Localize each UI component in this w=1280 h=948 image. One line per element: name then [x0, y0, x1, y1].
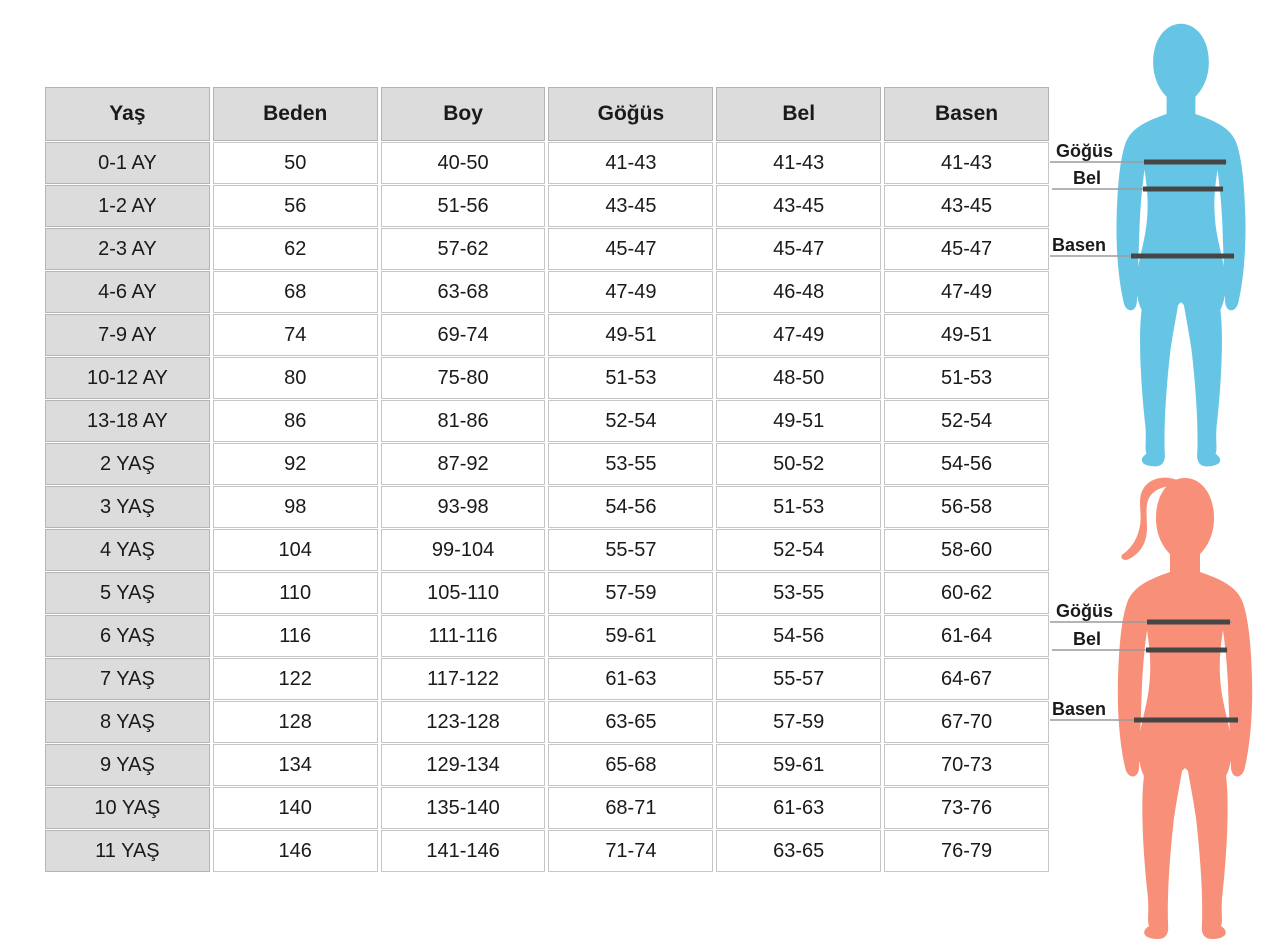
row-header-cell: 5 YAŞ [45, 572, 210, 614]
table-cell: 45-47 [548, 228, 713, 270]
table-cell: 63-68 [381, 271, 546, 313]
table-row [45, 701, 1049, 743]
table-row [45, 228, 1049, 270]
row-header-cell: 7 YAŞ [45, 658, 210, 700]
table-cell: 117-122 [381, 658, 546, 700]
table-cell: 49-51 [548, 314, 713, 356]
row-header-cell: 7-9 AY [45, 314, 210, 356]
table-cell: 60-62 [884, 572, 1049, 614]
table-cell: 50-52 [716, 443, 881, 485]
table-cell: 64-67 [884, 658, 1049, 700]
table-cell: 48-50 [716, 357, 881, 399]
table-cell: 40-50 [381, 142, 546, 184]
table-cell: 123-128 [381, 701, 546, 743]
table-row [45, 271, 1049, 313]
row-header-cell: 10-12 AY [45, 357, 210, 399]
row-header-cell: 9 YAŞ [45, 744, 210, 786]
column-header: Beden [213, 87, 378, 141]
table-cell: 58-60 [884, 529, 1049, 571]
table-cell: 116 [213, 615, 378, 657]
girl-figure [1040, 468, 1264, 948]
boy-silhouette [1116, 24, 1245, 467]
table-cell: 70-73 [884, 744, 1049, 786]
table-cell: 135-140 [381, 787, 546, 829]
table-cell: 104 [213, 529, 378, 571]
table-cell: 61-63 [716, 787, 881, 829]
table-cell: 128 [213, 701, 378, 743]
row-header-cell: 13-18 AY [45, 400, 210, 442]
table-cell: 56-58 [884, 486, 1049, 528]
chest-label: Göğüs [1056, 141, 1113, 161]
table-row [45, 572, 1049, 614]
table-cell: 41-43 [884, 142, 1049, 184]
table-row [45, 400, 1049, 442]
table-row [45, 443, 1049, 485]
table-cell: 49-51 [884, 314, 1049, 356]
size-table-body [45, 142, 1049, 872]
table-cell: 52-54 [716, 529, 881, 571]
table-cell: 63-65 [548, 701, 713, 743]
table-cell: 56 [213, 185, 378, 227]
column-header: Göğüs [548, 87, 713, 141]
row-header-cell: 4 YAŞ [45, 529, 210, 571]
table-cell: 51-53 [884, 357, 1049, 399]
row-header-cell: 8 YAŞ [45, 701, 210, 743]
table-row [45, 142, 1049, 184]
table-cell: 62 [213, 228, 378, 270]
table-cell: 43-45 [548, 185, 713, 227]
table-cell: 71-74 [548, 830, 713, 872]
row-header-cell: 11 YAŞ [45, 830, 210, 872]
table-cell: 93-98 [381, 486, 546, 528]
table-cell: 45-47 [884, 228, 1049, 270]
header-row [45, 87, 1049, 141]
row-header-cell: 1-2 AY [45, 185, 210, 227]
table-cell: 122 [213, 658, 378, 700]
table-cell: 86 [213, 400, 378, 442]
table-cell: 47-49 [884, 271, 1049, 313]
table-cell: 110 [213, 572, 378, 614]
table-cell: 47-49 [716, 314, 881, 356]
table-cell: 129-134 [381, 744, 546, 786]
table-cell: 51-56 [381, 185, 546, 227]
table-cell: 105-110 [381, 572, 546, 614]
column-header: Yaş [45, 87, 210, 141]
chest-label: Göğüs [1056, 601, 1113, 621]
table-row [45, 615, 1049, 657]
table-cell: 61-64 [884, 615, 1049, 657]
table-cell: 140 [213, 787, 378, 829]
table-cell: 63-65 [716, 830, 881, 872]
table-cell: 45-47 [716, 228, 881, 270]
table-cell: 51-53 [548, 357, 713, 399]
column-header: Bel [716, 87, 881, 141]
size-table [42, 86, 1052, 873]
table-row [45, 658, 1049, 700]
table-cell: 141-146 [381, 830, 546, 872]
row-header-cell: 2 YAŞ [45, 443, 210, 485]
table-cell: 52-54 [548, 400, 713, 442]
waist-label: Bel [1073, 629, 1102, 649]
table-cell: 54-56 [884, 443, 1049, 485]
hips-label: Basen [1052, 699, 1107, 719]
table-cell: 53-55 [548, 443, 713, 485]
table-cell: 98 [213, 486, 378, 528]
row-header-cell: 0-1 AY [45, 142, 210, 184]
table-cell: 87-92 [381, 443, 546, 485]
table-cell: 41-43 [716, 142, 881, 184]
column-header: Boy [381, 87, 546, 141]
table-cell: 92 [213, 443, 378, 485]
table-row [45, 830, 1049, 872]
table-cell: 81-86 [381, 400, 546, 442]
table-cell: 51-53 [716, 486, 881, 528]
table-row [45, 185, 1049, 227]
table-cell: 47-49 [548, 271, 713, 313]
table-cell: 59-61 [548, 615, 713, 657]
table-cell: 57-59 [716, 701, 881, 743]
table-cell: 61-63 [548, 658, 713, 700]
table-cell: 73-76 [884, 787, 1049, 829]
row-header-cell: 10 YAŞ [45, 787, 210, 829]
table-row [45, 787, 1049, 829]
size-table-head [45, 87, 1049, 141]
table-cell: 52-54 [884, 400, 1049, 442]
table-cell: 80 [213, 357, 378, 399]
table-cell: 111-116 [381, 615, 546, 657]
table-cell: 50 [213, 142, 378, 184]
table-cell: 41-43 [548, 142, 713, 184]
hips-label: Basen [1052, 235, 1107, 255]
table-cell: 43-45 [716, 185, 881, 227]
table-cell: 134 [213, 744, 378, 786]
table-cell: 55-57 [548, 529, 713, 571]
row-header-cell: 2-3 AY [45, 228, 210, 270]
table-cell: 69-74 [381, 314, 546, 356]
table-cell: 57-59 [548, 572, 713, 614]
table-cell: 99-104 [381, 529, 546, 571]
table-row [45, 314, 1049, 356]
table-cell: 68-71 [548, 787, 713, 829]
table-cell: 67-70 [884, 701, 1049, 743]
girl-silhouette [1118, 478, 1252, 939]
table-cell: 43-45 [884, 185, 1049, 227]
table-cell: 57-62 [381, 228, 546, 270]
table-cell: 59-61 [716, 744, 881, 786]
table-cell: 46-48 [716, 271, 881, 313]
table-cell: 68 [213, 271, 378, 313]
table-cell: 74 [213, 314, 378, 356]
row-header-cell: 3 YAŞ [45, 486, 210, 528]
table-row [45, 357, 1049, 399]
table-cell: 75-80 [381, 357, 546, 399]
table-cell: 54-56 [716, 615, 881, 657]
table-row [45, 486, 1049, 528]
boy-figure [1040, 16, 1264, 482]
table-cell: 76-79 [884, 830, 1049, 872]
column-header: Basen [884, 87, 1049, 141]
table-cell: 55-57 [716, 658, 881, 700]
row-header-cell: 4-6 AY [45, 271, 210, 313]
table-row [45, 529, 1049, 571]
table-cell: 65-68 [548, 744, 713, 786]
table-cell: 53-55 [716, 572, 881, 614]
table-cell: 54-56 [548, 486, 713, 528]
row-header-cell: 6 YAŞ [45, 615, 210, 657]
table-row [45, 744, 1049, 786]
table-cell: 49-51 [716, 400, 881, 442]
waist-label: Bel [1073, 168, 1102, 188]
table-cell: 146 [213, 830, 378, 872]
